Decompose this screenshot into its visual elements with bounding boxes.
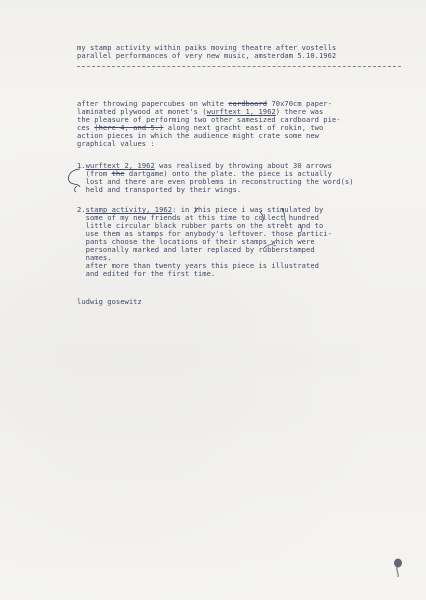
item-1-struck-word: the bbox=[111, 169, 125, 178]
intro-line-6: graphical values : bbox=[77, 139, 155, 148]
item-1-line-4: held and transported by their wings. bbox=[77, 185, 242, 194]
item-1-title: wurftext 2, 1962 bbox=[85, 161, 155, 170]
item-2-line-4: use them as stamps for anybody's leftover. those partici- bbox=[77, 229, 332, 238]
intro-line-2-text-b: ) there was bbox=[275, 107, 324, 116]
ink-blot bbox=[390, 557, 406, 579]
intro-struck-word: cardboard bbox=[228, 99, 268, 108]
signature: ludwig gosewitz bbox=[77, 297, 142, 306]
item-1-line-2-text-a: (from bbox=[77, 169, 112, 178]
item-2-line-6: personally marked and later replaced by rubberstamped bbox=[77, 245, 315, 254]
item-2-title: stamp activity, 1962 bbox=[85, 205, 173, 214]
item-1-line-3: lost and there are even problems in reconstructing the word(s) bbox=[77, 177, 354, 186]
intro-line-4-text-b: along next gracht east of rokin, two bbox=[163, 123, 324, 132]
item-2-line-3: little circular black rubber parts on the street and to bbox=[77, 221, 324, 230]
item-2-line-1-text: : in this piece i was stimulated by bbox=[172, 205, 324, 214]
intro-title-wurftext-1: wurftext 1, 1962 bbox=[206, 107, 276, 116]
intro-struck-phrase: (here 4, and 5.) bbox=[94, 123, 164, 132]
handwritten-insertion-marks bbox=[180, 204, 330, 264]
header-line-1: my stamp activity within paiks moving theatre after vostells bbox=[77, 43, 337, 52]
header-line-2: parallel performances of very new music, amsterdam 5.10.1962 bbox=[77, 51, 337, 60]
handwritten-bracket-mark bbox=[62, 166, 102, 194]
item-2-line-9: and edited for the first time. bbox=[77, 269, 216, 278]
item-1-number: 1. bbox=[77, 161, 86, 170]
item-1-line-2-text-b: dartgame) onto the plate. the piece is actually bbox=[124, 169, 332, 178]
item-1-line-1-text: was realised by throwing about 30 arrows bbox=[154, 161, 332, 170]
item-2-line-7: names. bbox=[77, 253, 112, 262]
intro-line-5: action pieces in which the audience might crate some new bbox=[77, 131, 319, 140]
item-2-line-2: some of my new friends at this time to collect hundred bbox=[77, 213, 319, 222]
item-2-line-8: after more than twenty years this piece is illustrated bbox=[77, 261, 319, 270]
intro-line-3: the pleasure of performing two other samesized cardboard pie- bbox=[77, 115, 341, 124]
header-rule bbox=[77, 66, 401, 67]
intro-line-2-text-a: laminated plywood at monet's ( bbox=[77, 107, 207, 116]
item-2-line-5: pants choose the locations of their stamps which were bbox=[77, 237, 315, 246]
intro-line-1-text-b: 70x70cm paper- bbox=[267, 99, 332, 108]
intro-line-1-text-a: after throwing papercubes on white bbox=[77, 99, 229, 108]
item-2-number: 2. bbox=[77, 205, 86, 214]
intro-line-4-text-a: ces bbox=[77, 123, 95, 132]
